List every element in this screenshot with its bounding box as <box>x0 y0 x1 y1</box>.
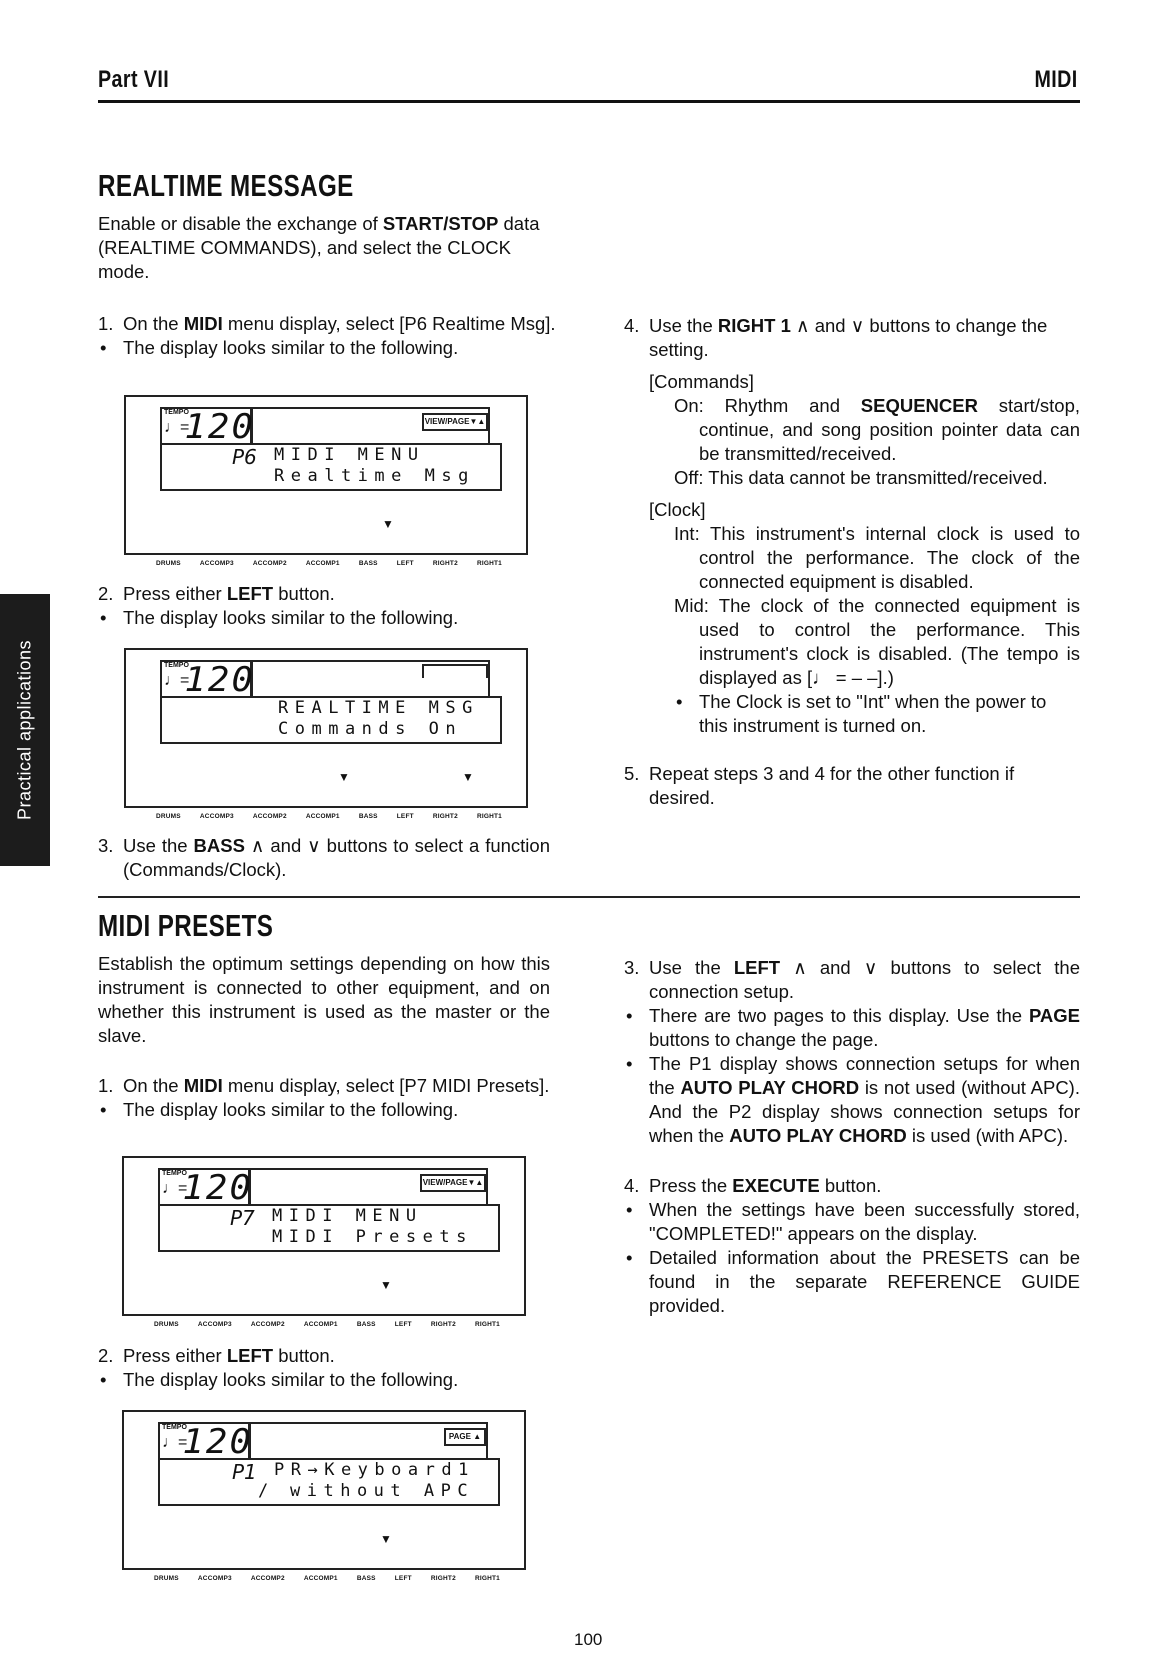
view-page-indicator: VIEW/PAGE▼▲ <box>420 1174 486 1192</box>
tempo-box: TEMPO ♩= 120 <box>160 407 253 445</box>
down-arrow-icon: ▼ <box>338 770 350 784</box>
header-rule <box>98 100 1080 103</box>
lcd-labels: DRUMS ACCOMP3 ACCOMP2 ACCOMP1 BASS LEFT RIGHT2 RIGHT1 <box>154 1321 500 1328</box>
realtime-title: REALTIME MESSAGE <box>98 168 354 203</box>
commands-heading: [Commands] <box>649 371 754 392</box>
presets-intro: Establish the optimum settings depending on how this instrument is connected to other equipment, and on whether this instrument is used as the master or the slave. <box>98 953 550 1046</box>
lcd-display-1 <box>124 395 528 567</box>
tempo-box: TEMPO ♩= 120 <box>158 1168 251 1206</box>
rt-step1-bullet: • The display looks similar to the following. <box>98 336 558 360</box>
lcd-screen: P6 MIDI MENU Realtime Msg <box>160 443 502 491</box>
section-label: MIDI <box>1034 66 1078 93</box>
lcd-screen: P7 MIDI MENU MIDI Presets <box>158 1204 500 1252</box>
down-arrow-icon: ▼ <box>382 517 394 531</box>
rt-step2: 2. Press either LEFT button. • The display looks similar to the following. <box>98 582 558 630</box>
rt-step2-bullet: • The display looks similar to the following. <box>98 606 558 630</box>
clock-heading: [Clock] <box>649 499 706 520</box>
page-indicator: PAGE ▲ <box>444 1428 486 1446</box>
tempo-box: TEMPO ♩= 120 <box>158 1422 251 1460</box>
rt-step4: 4. Use the RIGHT 1 ∧ and ∨ buttons to change the setting. [Commands] On: Rhythm and SEQUENCER start/stop, continue, and song position pointer data can be transmitted/received. Off: This data cannot be transmitted/received. [Clock] Int: This instrument's internal clock is used to control the performance. The clock of the connected equipment is disabled. Mid: The clock of the connected equipment is used to control the performance. This instrument's clock is disabled. (The tempo is displayed as [♩ = – –].) • The Clock is set to "Int" when the power to this instrument is turned on. 5. Repeat steps 3 and 4 for the other function if desired. <box>624 314 1080 810</box>
pr-step4: 4. Press the EXECUTE button. <box>624 1175 882 1196</box>
commands-off: Off: This data cannot be transmitted/received. <box>674 467 1048 488</box>
rt-step1: 1. On the MIDI menu display, select [P6 Realtime Msg]. • The display looks similar to the following. <box>98 312 558 360</box>
lcd-screen: P1 PR→Keyboard1 / without APC <box>158 1458 500 1506</box>
pr-step4-bullet2: • Detailed information about the PRESETS can be found in the separate REFERENCE GUIDE provided. <box>624 1246 1080 1318</box>
realtime-intro: Enable or disable the exchange of START/STOP data (REALTIME COMMANDS), and select the CLOCK mode. <box>98 213 540 282</box>
part-label: Part VII <box>98 66 170 93</box>
rt-step3: 3. Use the BASS ∧ and ∨ buttons to select a function (Commands/Clock). <box>98 835 550 880</box>
rt-step5: 5. Repeat steps 3 and 4 for the other function if desired. <box>624 763 1015 808</box>
pr-step4-bullet1: • When the settings have been successfully stored, "COMPLETED!" appears on the display. <box>624 1198 1080 1246</box>
pr-step2: 2. Press either LEFT button. • The display looks similar to the following. <box>98 1344 558 1392</box>
clock-bullet: • The Clock is set to "Int" when the power to this instrument is turned on. <box>674 690 1080 738</box>
down-arrow-icon: ▼ <box>380 1278 392 1292</box>
side-tab <box>0 594 50 866</box>
tempo-box: TEMPO ♩= 120 <box>160 660 253 698</box>
section-divider <box>98 896 1080 898</box>
lcd-display-2 <box>124 648 528 820</box>
lcd-display-3 <box>122 1156 526 1328</box>
down-arrow-icon: ▼ <box>462 770 474 784</box>
lcd-display-4 <box>122 1410 526 1582</box>
side-tab-label: Practical applications <box>14 639 35 821</box>
pr-step1: 1. On the MIDI menu display, select [P7 MIDI Presets]. • The display looks similar to the following. <box>98 1074 550 1122</box>
pr-step3: 3. Use the LEFT ∧ and ∨ buttons to select the connection setup. • There are two pages to this display. Use the PAGE buttons to change the page. • The P1 display shows connection setups for when the AUTO PLAY CHORD is not used (without APC). And the P2 display shows connection setups for when the AUTO PLAY CHORD is used (with APC). 4. Press the EXECUTE button. • When the settings have been successfully stored, "COMPLETED!" appears on the display. • Detailed information about the PRESETS can be found in the separate REFERENCE GUIDE provided. <box>624 956 1080 1318</box>
lcd-screen: REALTIME MSG Commands On <box>160 696 502 744</box>
view-page-indicator: VIEW/PAGE▼▲ <box>422 413 488 431</box>
commands-on: On: Rhythm and SEQUENCER start/stop, continue, and song position pointer data can be transmitted/received. <box>674 395 1080 464</box>
clock-mid: Mid: The clock of the connected equipment is used to control the performance. This instrument's clock is disabled. (The tempo is displayed as [♩ = – –].) <box>674 595 1080 688</box>
pr-step1-bullet: • The display looks similar to the following. <box>98 1098 550 1122</box>
lcd-labels: DRUMS ACCOMP3 ACCOMP2 ACCOMP1 BASS LEFT RIGHT2 RIGHT1 <box>156 813 502 820</box>
pr-step2-bullet: • The display looks similar to the following. <box>98 1368 558 1392</box>
down-arrow-icon: ▼ <box>380 1532 392 1546</box>
clock-int: Int: This instrument's internal clock is used to control the performance. The clock of the connected equipment is disabled. <box>674 523 1080 592</box>
lcd-labels: DRUMS ACCOMP3 ACCOMP2 ACCOMP1 BASS LEFT RIGHT2 RIGHT1 <box>156 560 502 567</box>
lcd-labels: DRUMS ACCOMP3 ACCOMP2 ACCOMP1 BASS LEFT RIGHT2 RIGHT1 <box>154 1575 500 1582</box>
page-number: 100 <box>574 1630 603 1649</box>
presets-title: MIDI PRESETS <box>98 908 274 943</box>
